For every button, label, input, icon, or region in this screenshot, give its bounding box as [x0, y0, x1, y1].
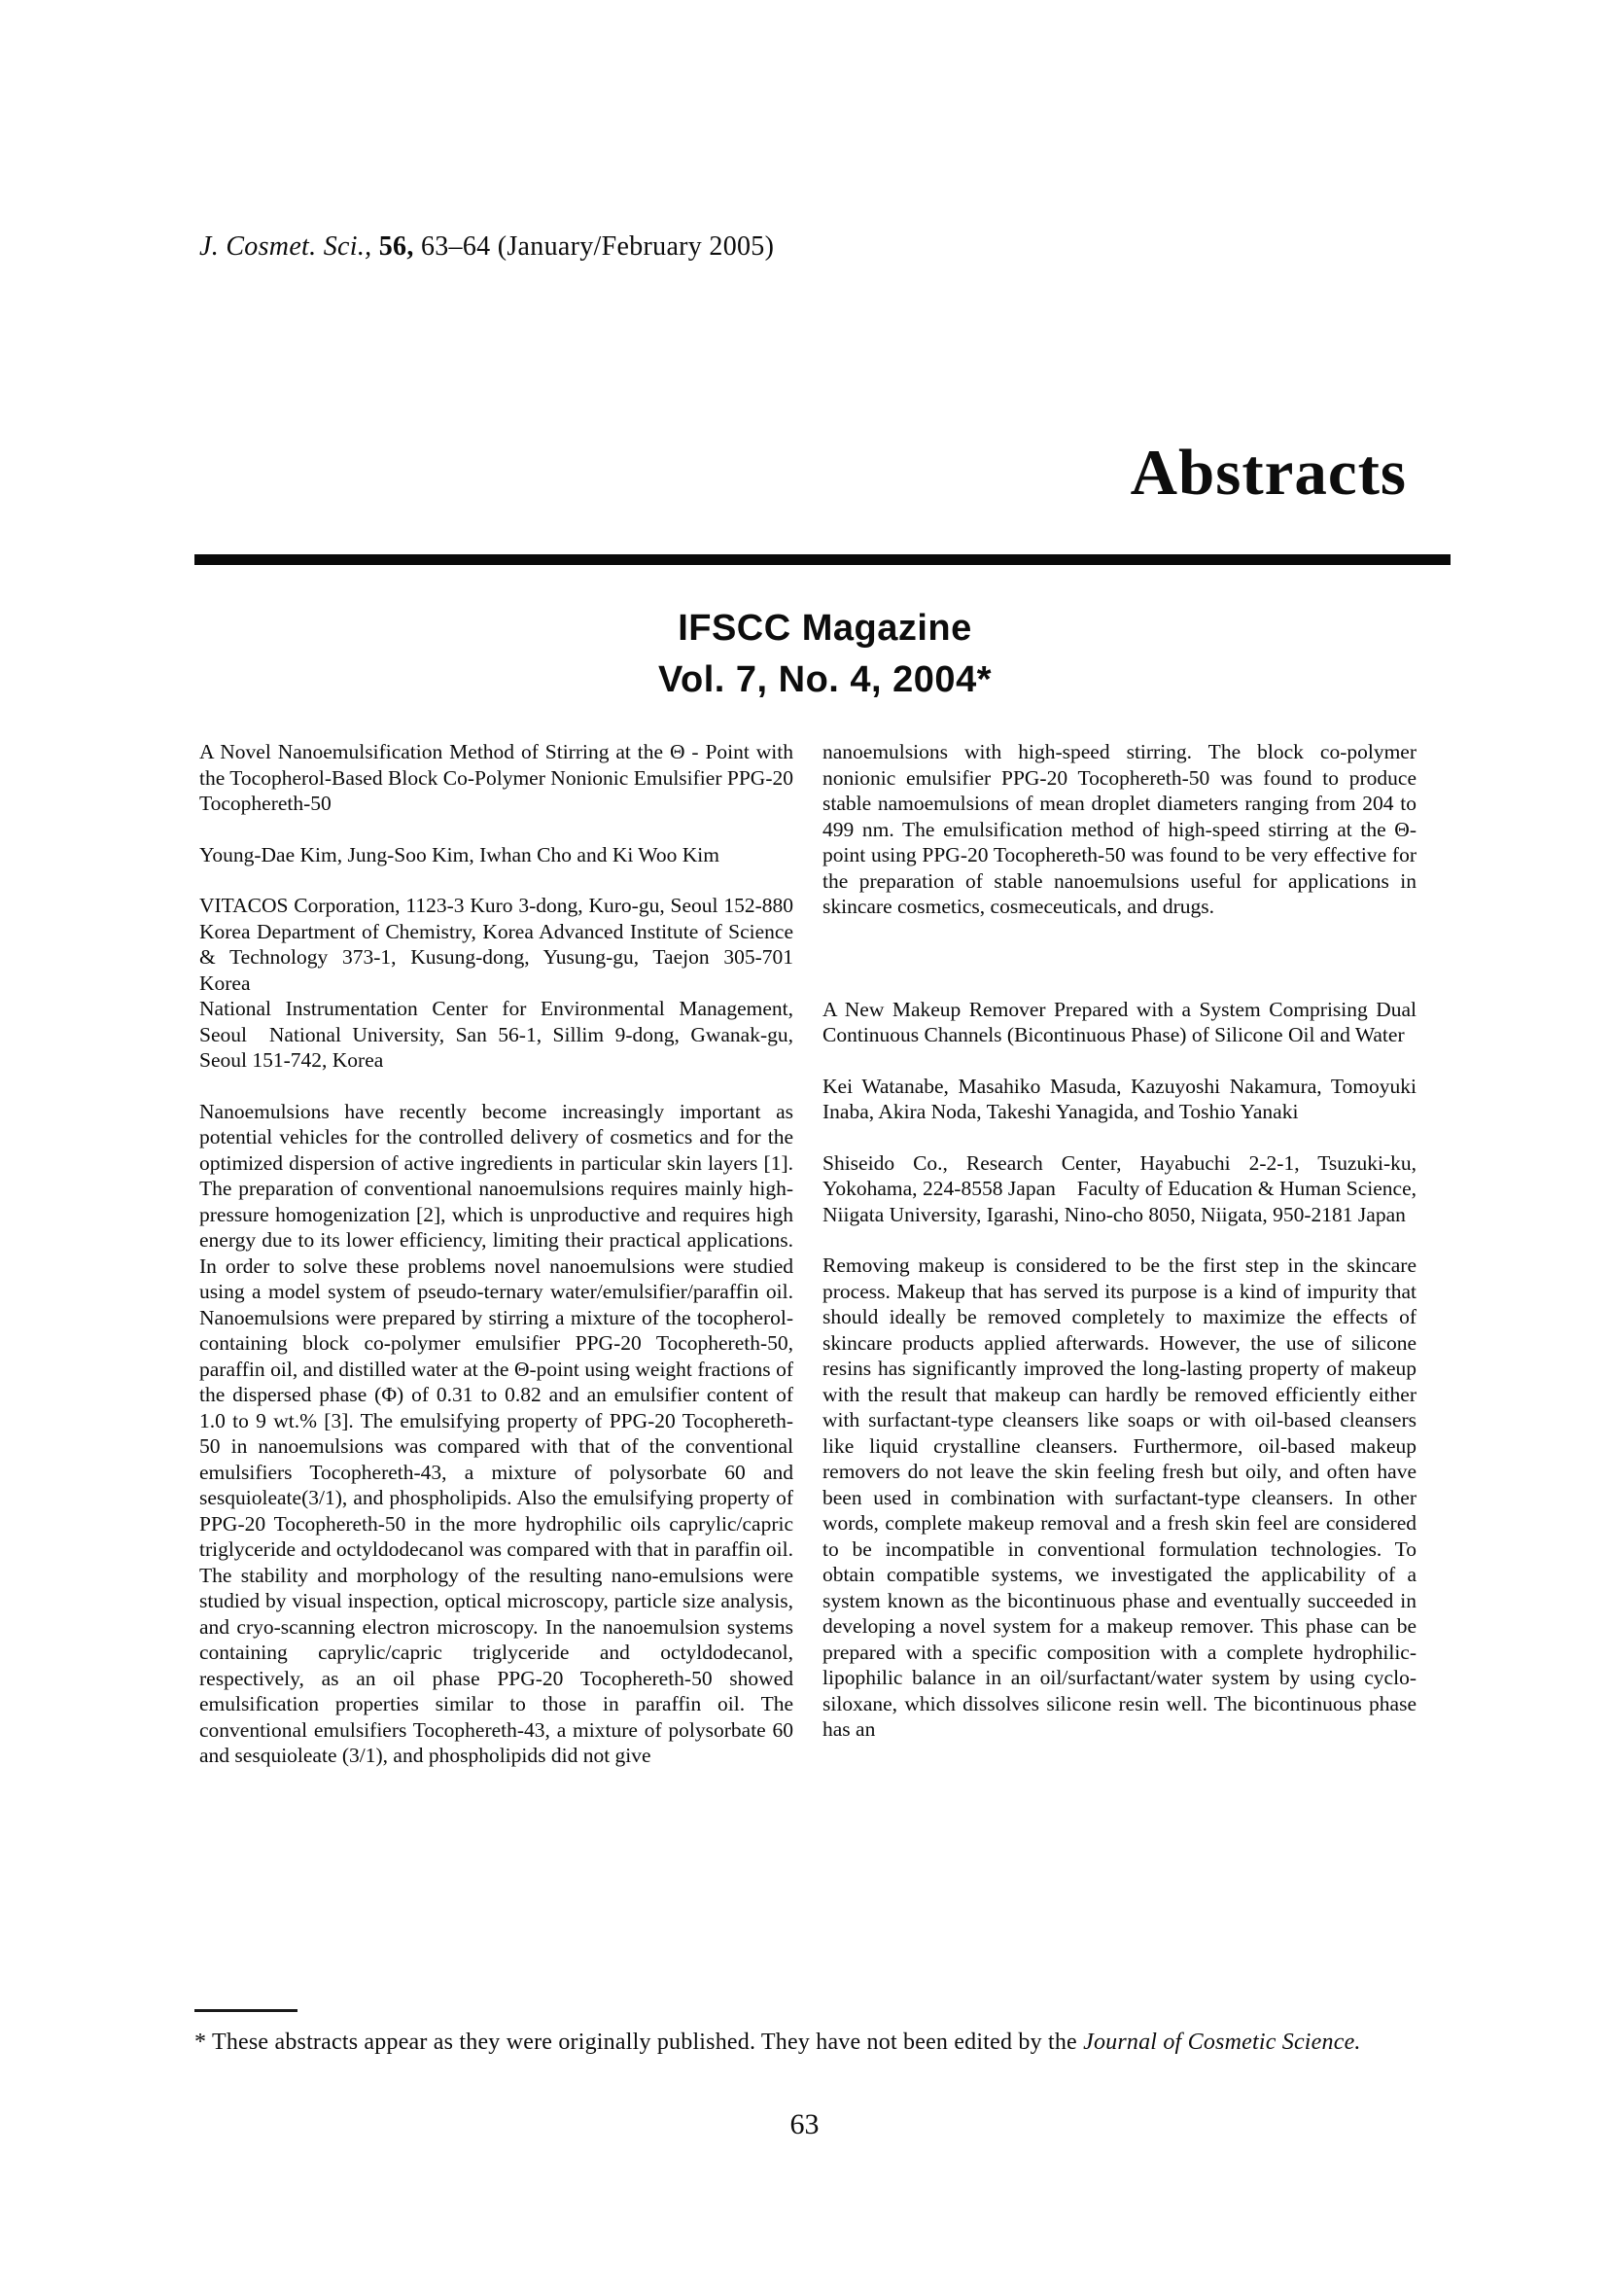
abstract1-body-part1: Nanoemulsions have recently become increasingly important as potential vehicles for the controlled delivery of cosmetics and for the optimized dispersion of active ingredients in particular skin layers [1]. The preparation of conventional nanoemulsions requires mainly high-pressure homogenization [2], which is unproductive and requires high energy due to its lower efficiency, limiting their practical applications. In order to solve these problems novel nanoemulsions were studied using a model system of pseudo-ternary water/emulsifier/paraffin oil. Nanoemulsions were prepared by stirring a mixture of the tocopherol-containing block co-polymer emulsifier PPG-20 Tocophereth-50, paraffin oil, and distilled water at the Θ-point using weight fractions of the dispersed phase (Φ) of 0.31 to 0.82 and an emulsifier content of 1.0 to 9 wt.% [3]. The emulsifying property of PPG-20 Tocophereth-50 in nanoemulsions was compared with that of the conventional emulsifiers Tocophereth-43, a mixture of polysorbate 60 and sesquioleate(3/1), and phospholipids. Also the emulsifying property of PPG-20 Tocophereth-50 in the more hydrophilic oils caprylic/capric triglyceride and octyldodecanol was compared with that in paraffin oil. The stability and morphology of the resulting nano-emulsions were studied by visual inspection, optical microscopy, particle size analysis, and cryo-scanning electron microscopy. In the nanoemulsion systems containing caprylic/capric triglyceride and octyldodecanol, respectively, as an oil phase PPG-20 Tocophereth-50 showed emulsification properties similar to those in paraffin oil. The conventional emulsifiers Tocophereth-43, a mixture of polysorbate 60 and sesquioleate (3/1), and phospholipids did not give: [199, 1099, 793, 1767]
left-column: [199, 739, 793, 1794]
right-column: [822, 739, 1417, 1794]
journal-name: J. Cosmet. Sci.,: [199, 231, 372, 262]
abstract2-affiliation: Shiseido Co., Research Center, Hayabuchi 2-2-1, Tsuzuki-ku, Yokohama, 224-8558 Japan Faculty of Education & Human Science, Niigata University, Igarashi, Nino-cho 8050, Niigata, 950-2181 Japan: [822, 1150, 1417, 1226]
divider-rule: [194, 554, 1451, 565]
abstract1-body-part2: nanoemulsions with high-speed stirring. The block co-polymer nonionic emulsifier PPG-20 Tocophereth-50 was found to produce stable namoemulsions of mean droplet diameters ranging from 204 to 499 nm. The emulsification method of high-speed stirring at the Θ-point using PPG-20 Tocophereth-50 was found to be very effective for the preparation of stable nanoemulsions useful for applications in skincare cosmetics, cosmeceuticals, and drugs.: [822, 740, 1417, 918]
magazine-volume-line: Vol. 7, No. 4, 2004*: [657, 659, 992, 700]
footnote-rule: [194, 2009, 297, 2012]
abstract1-title: A Novel Nanoemulsification Method of Stirring at the Θ - Point with the Tocopherol-Based Block Co-Polymer Nonionic Emulsifier PPG-20 Tocophereth-50: [199, 740, 793, 815]
abstract1-affiliation-2: National Instrumentation Center for Environmental Management, Seoul National University, San 56-1, Sillim 9-dong, Gwanak-gu, Seoul 151-742, Korea: [199, 997, 793, 1072]
magazine-heading: [199, 603, 1451, 706]
page-title: Abstracts: [1130, 437, 1407, 509]
two-column-body: [199, 739, 1417, 1794]
abstract2-authors: Kei Watanabe, Masahiko Masuda, Kazuyoshi Nakamura, Tomoyuki Inaba, Akira Noda, Takeshi Yanagida, and Toshio Yanaki: [822, 1074, 1417, 1123]
footnote: [194, 2025, 1421, 2060]
footnote-text: * These abstracts appear as they were originally published. They have not been edited by the: [194, 2030, 1084, 2055]
page-number: 63: [789, 2108, 820, 2140]
abstract1-affiliation-1: VITACOS Corporation, 1123-3 Kuro 3-dong, Kuro-gu, Seoul 152-880 Korea Department of Chemistry, Korea Advanced Institute of Science & Technology 373-1, Kusung-dong, Yusung-gu, Taejon 305-701 Korea: [199, 894, 793, 995]
abstract2-title: A New Makeup Remover Prepared with a System Comprising Dual Continuous Channels (Bicontinuous Phase) of Silicone Oil and Water: [822, 997, 1417, 1046]
journal-citation: [199, 231, 774, 263]
footnote-journal-name: Journal of Cosmetic Science.: [1083, 2030, 1361, 2055]
journal-pages-date: 63–64 (January/February 2005): [420, 231, 775, 262]
journal-volume: 56,: [371, 231, 421, 262]
abstract2-body: Removing makeup is considered to be the first step in the skincare process. Makeup that has served its purpose is a kind of impurity that should ideally be removed completely to maximize the effects of skincare products applied afterwards. However, the use of silicone resins has significantly improved the long-lasting property of makeup with the result that makeup can hardly be removed efficiently either with surfactant-type cleansers like soaps or with oil-based cleansers like liquid crystalline cleansers. Furthermore, oil-based makeup removers do not leave the skin feeling fresh but oily, and often have been used in combination with surfactant-type cleansers. In other words, complete makeup removal and a fresh skin feel are considered to be incompatible in conventional formulation technologies. To obtain compatible systems, we investigated the applicability of a system known as the bicontinuous phase and eventually succeeded in developing a novel system for a makeup remover. This phase can be prepared with a specific composition with a complete hydrophilic-lipophilic balance in an oil/surfactant/water system by using cyclo-siloxane, which dissolves silicone resin well. The bicontinuous phase has an: [822, 1254, 1417, 1741]
magazine-title: IFSCC Magazine: [678, 608, 972, 649]
abstract1-authors: Young-Dae Kim, Jung-Soo Kim, Iwhan Cho and Ki Woo Kim: [199, 842, 719, 866]
